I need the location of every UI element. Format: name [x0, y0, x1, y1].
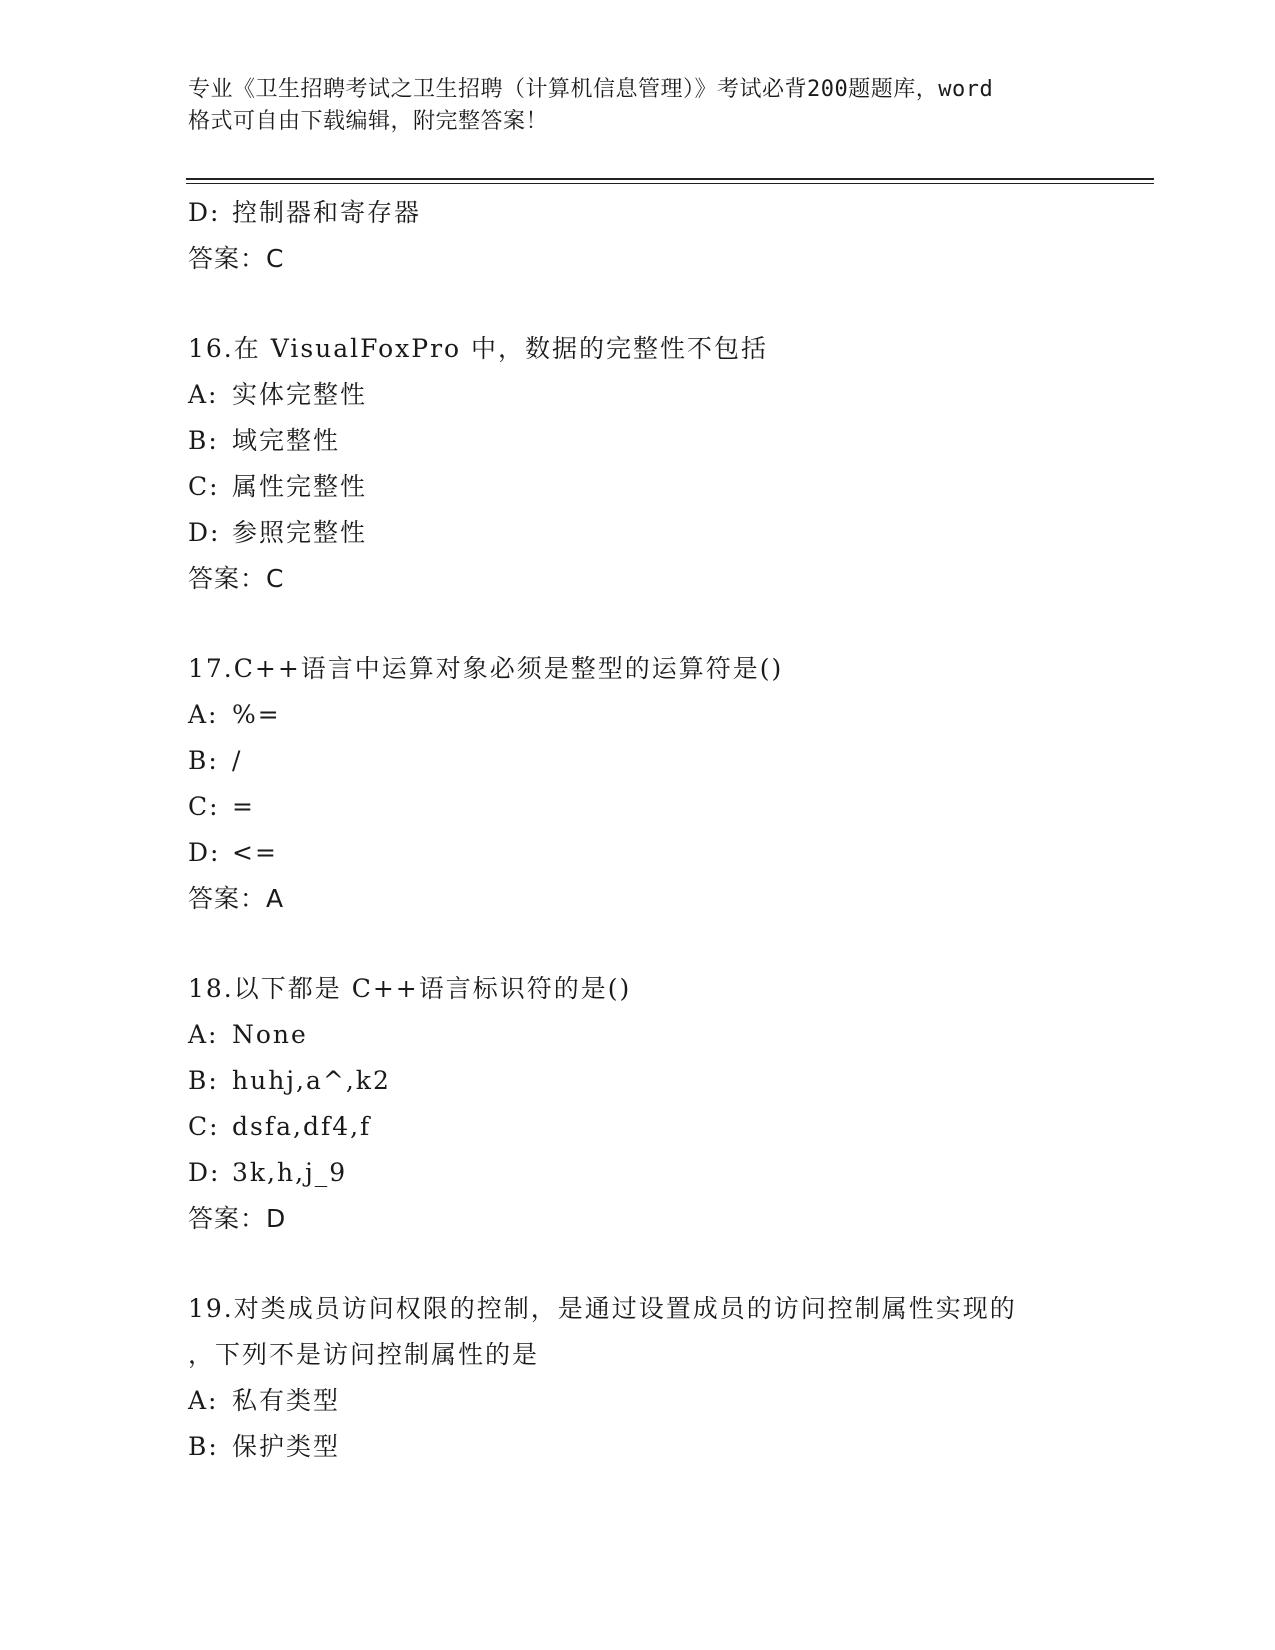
header-line-1: 专业《卫生招聘考试之卫生招聘（计算机信息管理）》考试必背200题题库，word [188, 77, 994, 102]
option-item [188, 692, 1108, 738]
question-16 [188, 326, 1108, 602]
question-text: 16.在 VisualFoxPro 中，数据的完整性不包括 [188, 334, 769, 363]
option-text: 私有类型 [232, 1386, 341, 1415]
option-label: B: [188, 746, 219, 775]
option-item [188, 190, 1108, 236]
question-19 [188, 1286, 1108, 1470]
answer-line: 答案：C [188, 244, 285, 273]
option-label: D: [188, 1158, 221, 1187]
option-item [188, 738, 1108, 784]
option-item [188, 372, 1108, 418]
question-list [188, 190, 1108, 1470]
option-label: C: [188, 1112, 220, 1141]
option-item [188, 1424, 1108, 1470]
option-label: A: [188, 1386, 219, 1415]
option-label: C: [188, 472, 220, 501]
question-text: 18.以下都是 C++语言标识符的是() [188, 974, 632, 1003]
carryover-block [188, 190, 1108, 282]
header-line-2: 格式可自由下载编辑，附完整答案！ [188, 109, 549, 134]
option-label: B: [188, 426, 219, 455]
option-label: D: [188, 198, 221, 227]
option-item [188, 510, 1108, 556]
question-18 [188, 966, 1108, 1242]
option-item [188, 1058, 1108, 1104]
option-text: 参照完整性 [232, 518, 368, 547]
answer-line: 答案：C [188, 564, 285, 593]
option-item [188, 1104, 1108, 1150]
option-item [188, 464, 1108, 510]
question-text-continued: ，下列不是访问控制属性的是 [188, 1340, 540, 1369]
option-item [188, 830, 1108, 876]
option-text: None [232, 1020, 308, 1049]
option-text: / [232, 746, 243, 775]
option-label: C: [188, 792, 220, 821]
option-text: 控制器和寄存器 [232, 198, 422, 227]
option-item [188, 1012, 1108, 1058]
option-item [188, 418, 1108, 464]
option-text: 保护类型 [232, 1432, 341, 1461]
header-divider-thick [186, 178, 1154, 180]
option-item [188, 1378, 1108, 1424]
option-text: %= [232, 700, 281, 729]
question-17 [188, 646, 1108, 922]
option-text: 3k,h,j_9 [232, 1158, 348, 1187]
option-label: B: [188, 1432, 219, 1461]
option-item [188, 784, 1108, 830]
option-text: 域完整性 [232, 426, 341, 455]
option-label: A: [188, 380, 219, 409]
option-text: 属性完整性 [232, 472, 368, 501]
option-item [188, 1150, 1108, 1196]
option-label: D: [188, 838, 221, 867]
document-header [188, 74, 1088, 138]
option-label: D: [188, 518, 221, 547]
option-text: = [232, 792, 255, 821]
question-text: 17.C++语言中运算对象必须是整型的运算符是() [188, 654, 784, 683]
answer-line: 答案：D [188, 1204, 287, 1233]
question-text: 19.对类成员访问权限的控制，是通过设置成员的访问控制属性实现的 [188, 1294, 1017, 1323]
option-label: B: [188, 1066, 219, 1095]
option-label: A: [188, 700, 219, 729]
option-text: <= [232, 838, 278, 867]
option-text: 实体完整性 [232, 380, 368, 409]
option-text: dsfa,df4,f [232, 1112, 372, 1141]
option-label: A: [188, 1020, 219, 1049]
answer-line: 答案：A [188, 884, 285, 913]
option-text: huhj,a^,k2 [232, 1066, 391, 1095]
header-divider-thin [186, 183, 1154, 184]
